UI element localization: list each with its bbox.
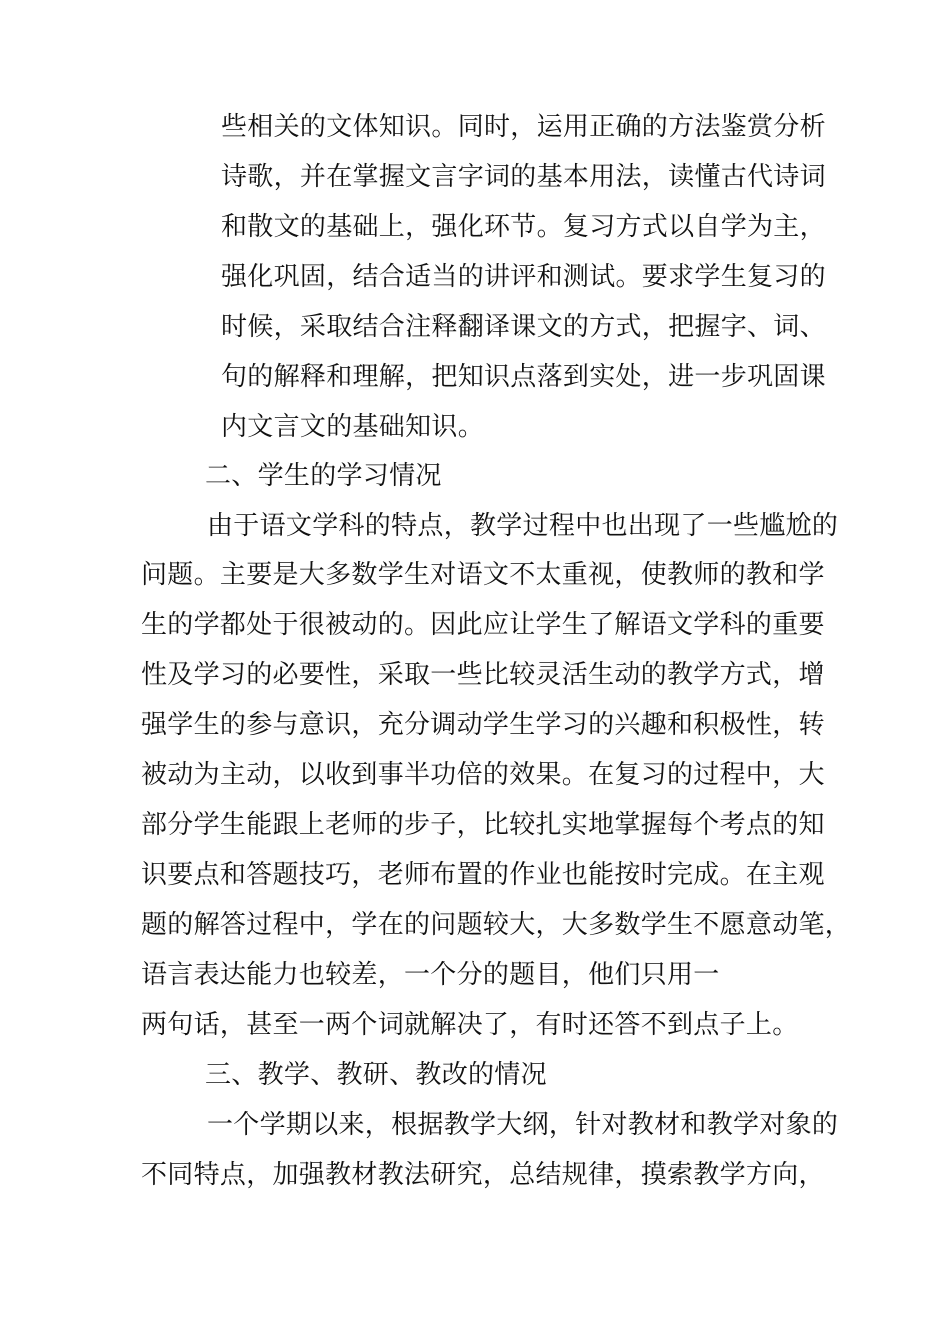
text-line: 些相关的文体知识。同时，运用正确的方法鉴赏分析 xyxy=(221,112,826,142)
text-line: 部分学生能跟上老师的步子，比较扎实地掌握每个考点的知 xyxy=(141,810,825,840)
text-line: 识要点和答题技巧，老师布置的作业也能按时完成。在主观 xyxy=(141,860,825,890)
text-line: 由于语文学科的特点，教学过程中也出现了一些尴尬的 xyxy=(207,511,839,541)
text-line: 强学生的参与意识，充分调动学生学习的兴趣和积极性，转 xyxy=(141,710,825,740)
text-line: 问题。主要是大多数学生对语文不太重视，使教师的教和学 xyxy=(141,560,825,590)
text-line: 强化巩固，结合适当的讲评和测试。要求学生复习的 xyxy=(221,262,826,292)
text-line: 时候，采取结合注释翻译课文的方式，把握字、词、 xyxy=(221,312,826,342)
text-line: 性及学习的必要性，采取一些比较灵活生动的教学方式，增 xyxy=(141,660,825,690)
text-line: 被动为主动，以收到事半功倍的效果。在复习的过程中，大 xyxy=(141,760,825,790)
text-line: 生的学都处于很被动的。因此应让学生了解语文学科的重要 xyxy=(141,610,825,640)
text-line: 一个学期以来，根据教学大纲，针对教材和教学对象的 xyxy=(207,1110,839,1140)
text-line: 句的解释和理解，把知识点落到实处，进一步巩固课 xyxy=(221,362,826,392)
text-line: 两句话，甚至一两个词就解决了，有时还答不到点子上。 xyxy=(141,1010,799,1040)
section-heading-2: 二、学生的学习情况 xyxy=(205,461,442,491)
text-line: 语言表达能力也较差，一个分的题目，他们只用一 xyxy=(141,960,720,990)
text-line: 不同特点，加强教材教法研究，总结规律，摸索教学方向， xyxy=(141,1160,825,1190)
text-line: 和散文的基础上，强化环节。复习方式以自学为主， xyxy=(221,212,826,242)
text-line: 诗歌，并在掌握文言字词的基本用法，读懂古代诗词 xyxy=(221,162,826,192)
text-line: 内文言文的基础知识。 xyxy=(221,412,485,442)
section-heading-3: 三、教学、教研、教改的情况 xyxy=(205,1060,547,1090)
text-line: 题的解答过程中，学在的问题较大，大多数学生不愿意动笔， xyxy=(141,910,852,940)
